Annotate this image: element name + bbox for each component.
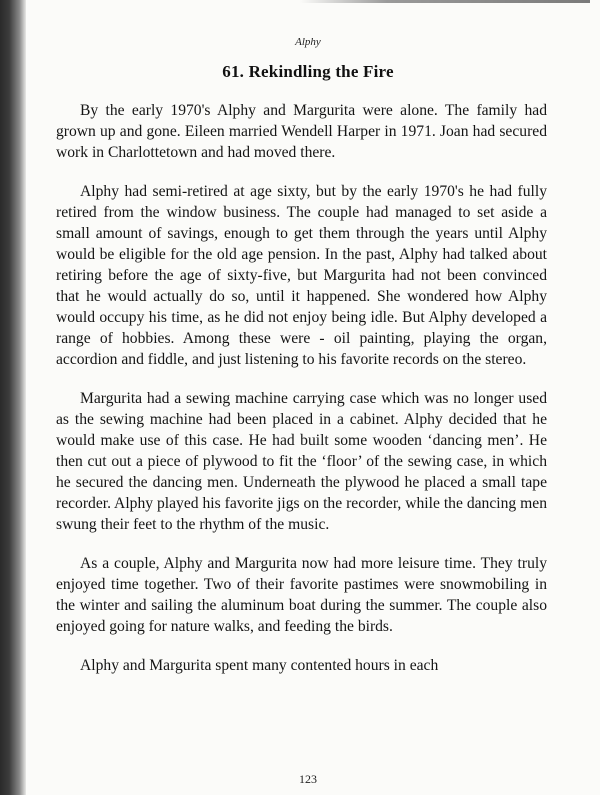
paragraph-4: As a couple, Alphy and Margurita now had more leisure time. They truly enjoyed time together. Two of their favorite pastimes were snowmobiling in the winter and sailing the aluminum boat during the summer. The couple also enjoyed going for nature walks, and feeding the birds. — [56, 555, 547, 635]
page-number: 123 — [299, 772, 317, 786]
binding-edge — [0, 0, 26, 795]
paragraph-2: Alphy had semi-retired at age sixty, but by the early 1970's he had fully retired from the window business. The couple had managed to set aside a small amount of savings, enough to get them through the years until Alphy would be eligible for the old age pension. In the past, Alphy had talked about retiring before the age of sixty-five, but Margurita had not been convinced that he would actually do so, until it happened. She wondered how Alphy would occupy his time, as he did not enjoy being idle. But Alphy developed a range of hobbies. Among these were - oil painting, playing the organ, accordion and fiddle, and just listening to his favorite records on the stereo. — [56, 183, 547, 368]
paragraph-3: Margurita had a sewing machine carrying case which was no longer used as the sewing machine had been placed in a cabinet. Alphy decided that he would make use of this case. He had built some wooden ‘dancing men’. He then cut out a piece of plywood to fit the ‘floor’ of the sewing case, in which he secured the dancing men. Underneath the plywood he placed a small tape recorder. Alphy played his favorite jigs on the recorder, while the dancing men swung their feet to the rhythm of the music. — [56, 390, 547, 533]
body-text — [56, 100, 547, 694]
running-head: Alphy — [295, 36, 321, 48]
top-rule — [300, 0, 590, 3]
paragraph-5: Alphy and Margurita spent many contented hours in each — [80, 657, 439, 674]
paragraph-1: By the early 1970's Alphy and Margurita were alone. The family had grown up and gone. Eileen married Wendell Harper in 1971. Joan had secured work in Charlottetown and had moved there. — [56, 102, 547, 161]
chapter-title: 61. Rekindling the Fire — [222, 62, 394, 81]
